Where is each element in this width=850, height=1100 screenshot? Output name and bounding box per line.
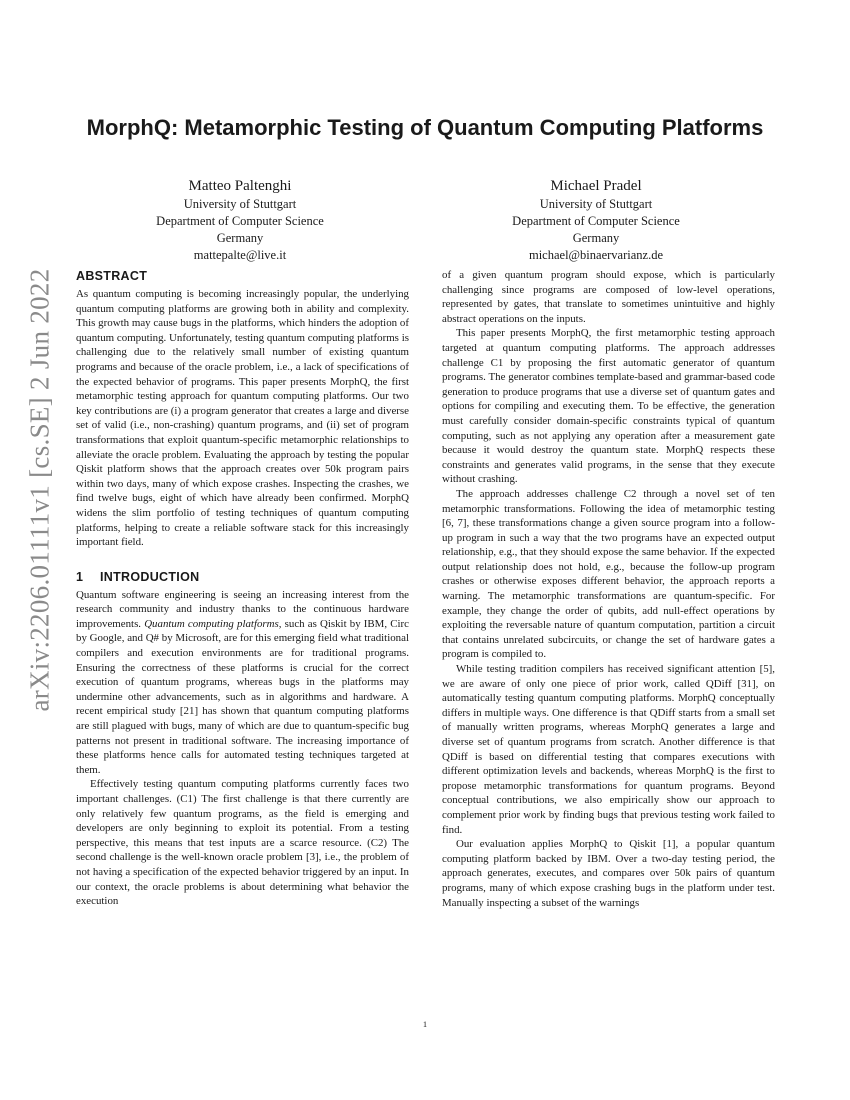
author-country: Germany [216,231,264,245]
section-number: 1 [76,569,84,584]
left-column [76,268,409,909]
arxiv-identifier: arXiv:2206.01111v1 [cs.SE] 2 Jun 2022 [24,268,55,712]
author-name: Matteo Paltenghi [188,178,292,194]
author-block-2 [446,176,746,264]
body-paragraph-1: of a given quantum program should expose, which is particularly challenging since programs are composed of low-level operations, represented by gates, that translate to sometimes unintuitive and highly abstract operations on the inputs. [442,269,775,325]
paper-title: MorphQ: Metamorphic Testing of Quantum Computing Platforms [86,115,764,140]
right-column [442,268,775,910]
intro-paragraph-2: Effectively testing quantum computing platforms currently faces two important challenges. (C1) The first challenge is that there currently are only relatively few quantum programs, as the field is emerging and developers are only beginning to exploit its potential. From a testing perspective, this means that test inputs are a scarce resource. (C2) The second challenge is the well-known oracle problem [3], i.e., the problem of not having a specification of the expected behavior triggered by an input. In our context, the oracle problems is about determining what behavior the execution [76,778,409,908]
body-paragraph-5: Our evaluation applies MorphQ to Qiskit [1], a popular quantum computing platform backed by IBM. Over a two-day testing period, the approach generates, executes, and compares over 50k pairs of quantum programs, many of which expose crashing bugs in the platform under test. Manually inspecting a subset of the warnings [442,838,775,909]
author-block-1 [90,176,390,264]
section-title: INTRODUCTION [100,569,200,584]
emphasis-term: Quantum computing platforms, [144,617,282,630]
author-department: Department of Computer Science [156,214,324,228]
body-paragraph-2: This paper presents MorphQ, the first metamorphic testing approach targeted at quantum computing platforms. The approach addresses challenge C1 by proposing the first automatic generator of quantum programs. The generator combines template-based and grammar-based code generation to produce programs that use a diverse set of quantum gates and options for compiling and executing them. To be effective, the generation must carefully consider domain-specific constraints typical of quantum computing, such as not applying any operation after a measurement gate because it would destroy the quantum state. MorphQ respects these constraints and generates valid programs, in the sense that they execute without crashing. [442,327,775,486]
author-email: mattepalte@live.it [193,248,287,262]
abstract-text: As quantum computing is becoming increasingly popular, the underlying quantum computing platforms are growing both in ability and complexity. This growth may cause bugs in the platforms, which hinders the adoption of quantum computing. Unfortunately, testing quantum computing platforms is challenging due to the relatively small number of existing quantum programs and because of the oracle problem, i.e., a lack of specifications of the expected behavior of programs. This paper presents MorphQ, the first metamorphic testing approach for quantum computing platforms. Our two key contributions are (i) a program generator that creates a large and diverse set of valid (i.e., non-crashing) quantum programs, and (ii) set of program transformations that exploit quantum-specific metamorphic relationships to alleviate the oracle problem. Evaluating the approach by testing the popular Qiskit platform shows that the approach creates over 50k program pairs within two days, many of which expose crashes. Inspecting the crashes, we find twelve bugs, eight of which have already been confirmed. MorphQ widens the slim portfolio of testing techniques of quantum computing platforms, helping to create a reliable software stack for this increasingly important field. [76,288,409,549]
author-affiliation: University of Stuttgart [539,197,653,211]
intro-paragraph-1: Quantum software engineering is seeing an increasing interest from the research community and industry thanks to the continuous hardware improvements. Quantum computing platforms, such as Qiskit by IBM, Circ by Google, and Q# by Microsoft, are for this emerging field what traditional compilers and execution environments are for traditional programs. Ensuring the correctness of these platforms is crucial for the correct execution of quantum programs, whereas bugs in the platforms may undermine other advancements, such as in algorithms and hardware. A recent empirical study [21] has shown that quantum computing platforms are still plagued with bugs, many of which are due to quantum-specific bug patterns not present in traditional software. The increasing importance of these platforms hence calls for automated testing techniques targeted at them. [76,588,409,776]
author-email: michael@binaervarianz.de [528,248,663,262]
page-number: 1 [422,1019,428,1029]
abstract-heading: ABSTRACT [76,269,148,283]
author-country: Germany [572,231,620,245]
introduction-heading [76,569,409,585]
author-affiliation: University of Stuttgart [183,197,297,211]
body-paragraph-4: While testing tradition compilers has received significant attention [5], we are aware of only one piece of prior work, called QDiff [31], on automatically testing quantum computing platforms. MorphQ conceptually differs in multiple ways. One difference is that QDiff starts from a small set of manually written programs, whereas MorphQ generates a large and diverse set of quantum programs from scratch. Another difference is that QDiff is based on differential testing that compares executions with different optimization levels and backends, whereas MorphQ is the first to propose metamorphic transformations for quantum programs. Beyond conceptual contributions, we also empirically show our approach to complement prior work by finding bugs that previous testing work failed to find. [442,663,775,836]
body-paragraph-3: The approach addresses challenge C2 through a novel set of ten metamorphic transformations. Following the idea of metamorphic testing [6, 7], these transformations change a given source program into a follow-up program in such a way that the two programs have an expected output relationship, e.g., that they should expose the same behavior. If the expected output relationship does not hold, e.g., because the follow-up program crashes or otherwise exposes different behavior, the approach reports a warning. The metamorphic transformations are quantum-specific. For example, they change the order of qubits, add null-effect operations by exploiting the reversable nature of quantum computation, partition a circuit that contains unrelated subcircuits, or change the set of hardware gates a program is compiled to. [442,487,775,661]
author-department: Department of Computer Science [512,214,680,228]
author-name: Michael Pradel [550,178,642,194]
